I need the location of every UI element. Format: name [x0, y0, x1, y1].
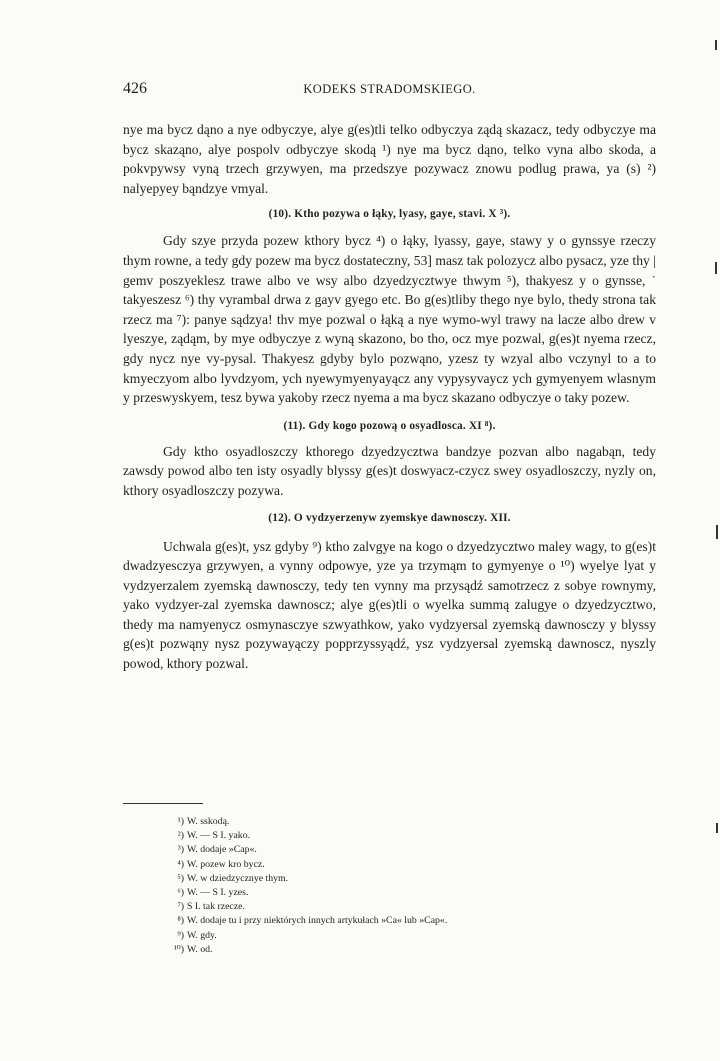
footnote — [165, 872, 645, 886]
footnote-number: ¹) — [177, 816, 184, 827]
footnote-text: W. dodaje tu i przy niektórych innych artykułach »Ca« lub »Cap«. — [187, 915, 448, 927]
footnote-text: W. od. — [187, 943, 213, 955]
footnote-separator — [123, 803, 203, 804]
footnote-text: W. gdy. — [187, 929, 217, 941]
section-heading-10: (10). Ktho pozywa o łąky, lyasy, gaye, stavi. X ³). — [268, 208, 511, 221]
footnote-number: ³) — [177, 844, 184, 856]
scan-edge-mark — [715, 262, 717, 274]
footnote-number: ⁵) — [177, 872, 184, 884]
footnote-number: ¹⁰) — [173, 943, 184, 955]
footnote-text: W. w dziedzycznye thym. — [187, 872, 289, 884]
footnote-number: ²) — [177, 830, 184, 842]
footnotes-list — [165, 815, 645, 957]
footnote-number: ⁷) — [177, 901, 184, 913]
footnote-text: W. sskodą. — [187, 816, 230, 827]
running-title: KODEKS STRADOMSKIEGO. — [303, 82, 476, 96]
body-text — [123, 120, 656, 674]
footnote-text: W. dodaje »Cap«. — [187, 844, 257, 856]
footnote — [165, 829, 645, 843]
footnote — [165, 914, 645, 928]
footnote-number: ⁸) — [177, 915, 184, 927]
footnote — [165, 858, 645, 872]
paragraph-continued: nye ma bycz dąno a nye odbyczye, alye g(es)tli telko odbyczya ządą skazacz, tedy odbyczye ma bycz skaząno, alye pospolv odbyczye skodą ¹) nye ma bycz dąno, telko vyna albo skoda, a pokvpywsy vyną trzech grzywyen, ma przedszye pozywacz znowu podlug prawa, ya (s) ²) nalyepyey bąndzye vmyal. — [123, 122, 656, 196]
footnote — [165, 900, 645, 914]
section-heading-12: (12). O vydzyerzenyw zyemskye dawnosczy. XII. — [268, 511, 511, 524]
footnote-text: W. — S I. yzes. — [187, 887, 249, 899]
paragraph-section-12: Uchwala g(es)t, ysz gdyby ⁹) ktho zalvgye na kogo o dzyedzycztwo maley wagy, to g(es)t dwadzyesczya grzywyen, a vynny odpowye, yze ya trzymąm to gymyenye o ¹⁰) wyelye lyat y vydzyerzalem zyemską dawnosczy, tedy ten vynny ma przysądź samotrzecz z sobye rownymy, yako vydzyer-zal zyemska dawnoscz; alye g(es)tli o wyelka summą zalugye o dzyedzycztwo, thedy ma namyenycz osmynasczye szwyathkow, yako vydzyersal zyemską dawnosczy y blyssy g(es)t pozwąny nysz pozywayączy popprzyssyądź, ysz vydzyersal zyemską dawnoscz, nyszly powod, kthory pozwal. — [123, 538, 656, 672]
footnote-number: ⁶) — [177, 887, 184, 899]
paragraph-section-11: Gdy ktho osyadloszczy kthorego dzyedzycztwa bandzye pozvan albo nagabąn, tedy zawsdy powod albo ten isty osyadly blyssy g(es)t doswyacz-czycz swey osyadloszczy, nyzly on, kthory osyadloszczy pozywa. — [123, 443, 656, 498]
footnote — [165, 886, 645, 900]
section-heading-11: (11). Gdy kogo pozową o osyadlosca. XI ⁸). — [283, 419, 496, 432]
footnote-number: ⁹) — [177, 929, 184, 941]
footnote-number: ⁴) — [177, 858, 184, 870]
page-number: 426 — [123, 80, 147, 97]
footnote — [165, 843, 645, 857]
footnote-text: W. pozew kro bycz. — [187, 858, 265, 870]
paragraph-section-10: Gdy szye przyda pozew kthory bycz ⁴) o łąky, lyassy, gaye, stawy y o gynssye rzeczy thym rowne, a tedy gdy pozew ma bycz dostateczny, 53] masz tak polozycz albo pysacz, yze thy | gemv poszyeklesz trawe albo ve wsy albo dzyedzycztwye thwym ⁵), thakyesz y o gynsse, ˙ takyeszesz ⁶) thy vyrambal drwa z gayv gyego etc. Bo g(es)tliby thego nye bylo, thedy strona tak rzecz ma ⁷): panye sądzya! thv mye pozwal o łąką a nye wymo-wyl trawy na lacze albo drew v lyeszye, ządąm, by mye odbyczye z wyną skazono, bo tho, ocz mye pozwal, g(es)t nyema rzecz, gdy nycz nye vy-pysal. Thakyesz gdyby bylo pozwąno, yzesz ty wzyal albo vczynyl to a to kmyeczyom albo lyvdzyom, ych nyewymyenyayącz any vypysyvaycz ych gymyenyem wlasnym y przeswyskyem, tesz bywa yakoby rzecz nyema a ma bycz skazano odbyczye o taky pozew. — [123, 233, 656, 406]
scan-edge-mark — [715, 40, 717, 50]
scan-edge-mark — [716, 525, 718, 539]
scan-edge-mark — [716, 823, 718, 833]
footnote-text: W. — S I. yako. — [187, 830, 251, 842]
footnote-text: S I. tak rzecze. — [187, 901, 245, 913]
page-header — [123, 80, 656, 100]
footnote — [165, 815, 645, 829]
footnote — [165, 929, 645, 943]
footnote — [165, 943, 645, 957]
